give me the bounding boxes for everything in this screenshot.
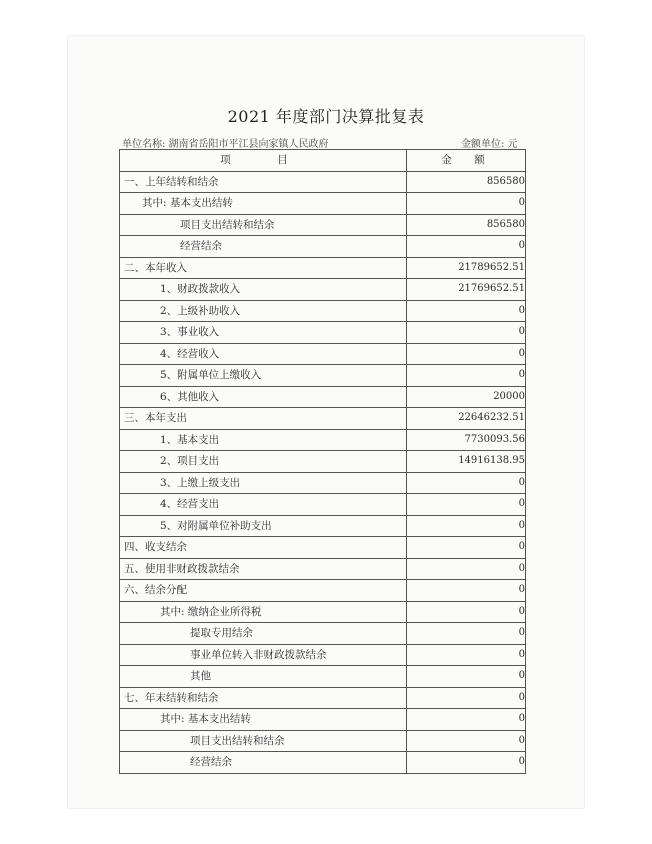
table-row	[120, 623, 526, 645]
row-amount-value: 0	[407, 515, 526, 537]
table-row	[120, 386, 526, 408]
row-item-label: 其中: 缴纳企业所得税	[120, 601, 407, 623]
row-item-label: 4、经营支出	[120, 494, 407, 516]
table-row	[120, 644, 526, 666]
row-item-label: 事业单位转入非财政拨款结余	[120, 644, 407, 666]
row-amount-value: 0	[407, 236, 526, 258]
row-amount-value: 0	[407, 537, 526, 559]
row-item-label: 5、附属单位上缴收入	[120, 365, 407, 387]
table-row	[120, 214, 526, 236]
row-item-label: 4、经营收入	[120, 343, 407, 365]
table-row	[120, 343, 526, 365]
row-item-label: 经营结余	[120, 752, 407, 774]
column-header-amount: 金 额	[407, 150, 526, 172]
table-row	[120, 300, 526, 322]
row-item-label: 提取专用结余	[120, 623, 407, 645]
table-row	[120, 687, 526, 709]
table-row	[120, 408, 526, 430]
row-amount-value: 0	[407, 601, 526, 623]
table-row	[120, 236, 526, 258]
row-amount-value: 0	[407, 644, 526, 666]
row-amount-value: 0	[407, 623, 526, 645]
table-row	[120, 279, 526, 301]
table-row	[120, 429, 526, 451]
row-item-label: 三、本年支出	[120, 408, 407, 430]
column-header-item: 项 目	[120, 150, 407, 172]
row-item-label: 其中: 基本支出结转	[120, 709, 407, 731]
table-row	[120, 580, 526, 602]
row-amount-value: 0	[407, 343, 526, 365]
row-amount-value: 0	[407, 494, 526, 516]
row-amount-value: 14916138.95	[407, 451, 526, 473]
table-row	[120, 257, 526, 279]
table-row	[120, 322, 526, 344]
table-row	[120, 171, 526, 193]
row-item-label: 3、上缴上级支出	[120, 472, 407, 494]
table-row	[120, 472, 526, 494]
table-row	[120, 709, 526, 731]
row-amount-value: 0	[407, 580, 526, 602]
row-item-label: 五、使用非财政拨款结余	[120, 558, 407, 580]
row-amount-value: 0	[407, 193, 526, 215]
amount-unit-label: 金额单位: 元	[461, 139, 518, 150]
table-row	[120, 752, 526, 774]
row-item-label: 项目支出结转和结余	[120, 214, 407, 236]
row-item-label: 一、上年结转和结余	[120, 171, 407, 193]
table-row	[120, 451, 526, 473]
table-row	[120, 193, 526, 215]
row-amount-value: 0	[407, 558, 526, 580]
table-header-row	[120, 150, 526, 172]
row-item-label: 项目支出结转和结余	[120, 730, 407, 752]
row-item-label: 6、其他收入	[120, 386, 407, 408]
row-item-label: 其他	[120, 666, 407, 688]
row-amount-value: 0	[407, 300, 526, 322]
row-item-label: 经营结余	[120, 236, 407, 258]
row-amount-value: 0	[407, 752, 526, 774]
budget-approval-table	[119, 149, 526, 774]
row-amount-value: 0	[407, 472, 526, 494]
table-row	[120, 515, 526, 537]
row-item-label: 2、上级补助收入	[120, 300, 407, 322]
row-amount-value: 22646232.51	[407, 408, 526, 430]
table-row	[120, 558, 526, 580]
row-item-label: 其中: 基本支出结转	[120, 193, 407, 215]
table-row	[120, 666, 526, 688]
row-item-label: 3、事业收入	[120, 322, 407, 344]
row-item-label: 二、本年收入	[120, 257, 407, 279]
row-item-label: 5、对附属单位补助支出	[120, 515, 407, 537]
row-amount-value: 856580	[407, 171, 526, 193]
row-amount-value: 20000	[407, 386, 526, 408]
row-amount-value: 0	[407, 709, 526, 731]
row-item-label: 2、项目支出	[120, 451, 407, 473]
row-item-label: 1、财政拨款收入	[120, 279, 407, 301]
row-amount-value: 0	[407, 365, 526, 387]
table-row	[120, 730, 526, 752]
row-amount-value: 856580	[407, 214, 526, 236]
table-row	[120, 601, 526, 623]
unit-name-label: 单位名称: 湖南省岳阳市平江县向家镇人民政府	[122, 139, 329, 150]
row-amount-value: 0	[407, 322, 526, 344]
table-row	[120, 365, 526, 387]
table-row	[120, 494, 526, 516]
row-item-label: 1、基本支出	[120, 429, 407, 451]
row-amount-value: 7730093.56	[407, 429, 526, 451]
row-item-label: 四、收支结余	[120, 537, 407, 559]
row-amount-value: 21789652.51	[407, 257, 526, 279]
row-amount-value: 0	[407, 666, 526, 688]
row-amount-value: 0	[407, 730, 526, 752]
document-title: 2021 年度部门决算批复表	[227, 107, 425, 126]
row-amount-value: 0	[407, 687, 526, 709]
row-amount-value: 21769652.51	[407, 279, 526, 301]
table-row	[120, 537, 526, 559]
row-item-label: 七、年末结转和结余	[120, 687, 407, 709]
row-item-label: 六、结余分配	[120, 580, 407, 602]
